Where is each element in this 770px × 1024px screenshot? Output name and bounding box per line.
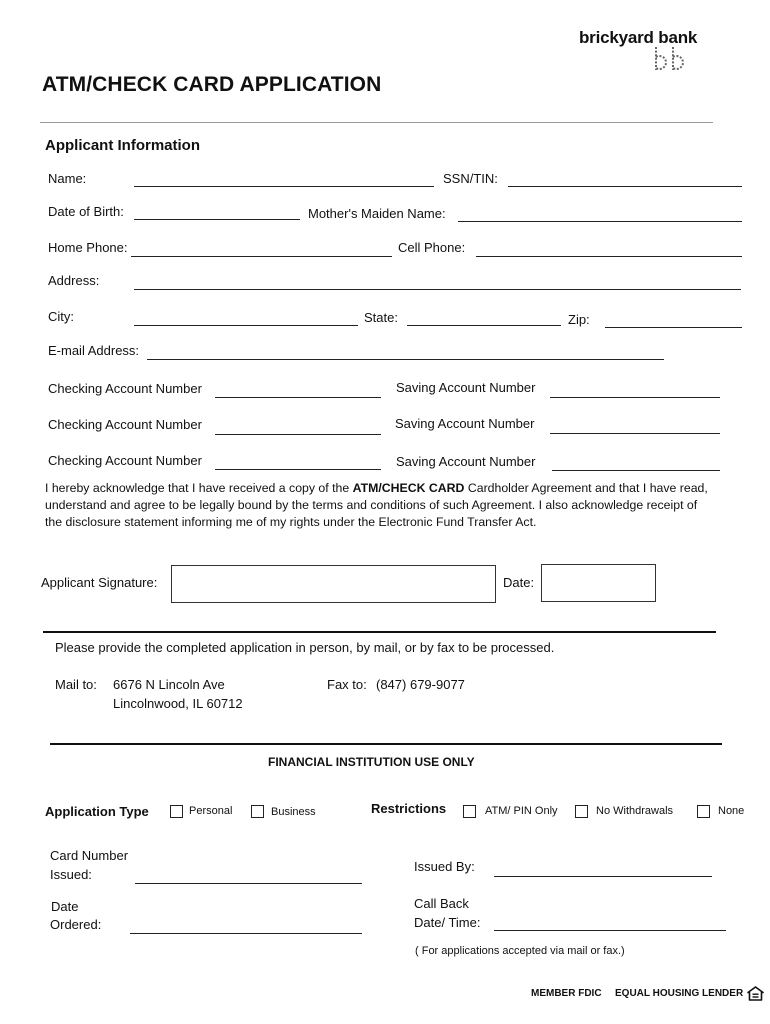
restrictions-label: Restrictions — [371, 801, 447, 816]
cell-phone-label: Cell Phone: — [398, 240, 466, 255]
state-label: State: — [364, 310, 398, 325]
home-phone-label: Home Phone: — [48, 240, 128, 255]
city-field[interactable] — [134, 325, 358, 326]
personal-label: Personal — [189, 805, 233, 817]
issued-by-field[interactable] — [494, 876, 712, 877]
ack-text-bold: ATM/CHECK CARD — [352, 481, 465, 495]
title-divider — [40, 122, 713, 123]
call-back-label-line-1: Call Back — [414, 896, 469, 911]
brand-logo — [579, 28, 704, 74]
ssn-label: SSN/TIN: — [443, 171, 498, 186]
cell-phone-field[interactable] — [476, 256, 742, 257]
page-title: ATM/CHECK CARD APPLICATION — [42, 73, 382, 96]
signature-date-label: Date: — [503, 575, 535, 590]
address-label: Address: — [48, 273, 100, 288]
business-label: Business — [271, 806, 316, 818]
brand-name: brickyard bank — [579, 28, 698, 47]
checking-account-field-1[interactable] — [215, 397, 381, 398]
saving-account-label-2: Saving Account Number — [395, 416, 535, 431]
dob-field[interactable] — [134, 219, 300, 220]
checking-account-field-3[interactable] — [215, 469, 381, 470]
none-checkbox[interactable] — [697, 805, 710, 818]
ack-text-b: Cardholder Agreement and that I have read, — [464, 481, 708, 495]
saving-account-field-3[interactable] — [552, 470, 720, 471]
business-checkbox[interactable] — [251, 805, 264, 818]
call-back-field[interactable] — [494, 930, 726, 931]
ack-text-a: I hereby acknowledge that I have received a copy of the — [45, 481, 353, 495]
mail-address-line-2: Lincolnwood, IL 60712 — [113, 696, 243, 711]
email-label: E-mail Address: — [48, 343, 140, 358]
name-label: Name: — [48, 171, 87, 186]
name-field[interactable] — [134, 186, 434, 187]
no-withdrawals-label: No Withdrawals — [596, 805, 674, 817]
submission-instruction: Please provide the completed application in person, by mail, or by fax to be processed. — [55, 640, 555, 655]
bb-monogram-icon — [653, 46, 693, 72]
acknowledgement-line-1 — [45, 480, 708, 497]
mothers-maiden-name-label: Mother's Maiden Name: — [308, 206, 446, 221]
call-back-note: ( For applications accepted via mail or fax.) — [415, 945, 625, 957]
acknowledgement-line-3: the disclosure statement informing me of my rights under the Electronic Fund Transfer Act. — [45, 515, 537, 529]
equal-housing-lender: EQUAL HOUSING LENDER — [615, 988, 744, 999]
address-field[interactable] — [134, 289, 741, 290]
fax-label: Fax to: — [327, 677, 367, 692]
date-ordered-field[interactable] — [130, 933, 362, 934]
city-label: City: — [48, 309, 74, 324]
fax-number: (847) 679-9077 — [376, 677, 465, 692]
personal-checkbox[interactable] — [170, 805, 183, 818]
zip-label: Zip: — [568, 312, 590, 327]
no-withdrawals-checkbox[interactable] — [575, 805, 588, 818]
checking-account-label-1: Checking Account Number — [48, 381, 202, 396]
signature-box[interactable] — [171, 565, 496, 603]
email-field[interactable] — [147, 359, 664, 360]
equal-housing-icon — [747, 986, 764, 1001]
saving-account-label-1: Saving Account Number — [396, 380, 536, 395]
mail-address-line-1: 6676 N Lincoln Ave — [113, 677, 225, 692]
dob-label: Date of Birth: — [48, 204, 124, 219]
state-field[interactable] — [407, 325, 561, 326]
saving-account-label-3: Saving Account Number — [396, 454, 536, 469]
none-label: None — [718, 805, 745, 817]
member-fdic: MEMBER FDIC — [531, 988, 602, 999]
date-ordered-label-line-1: Date — [51, 899, 79, 914]
section-divider-1 — [43, 631, 716, 633]
home-phone-field[interactable] — [131, 256, 392, 257]
call-back-label-line-2: Date/ Time: — [414, 915, 481, 930]
zip-field[interactable] — [605, 327, 742, 328]
card-number-label-line-2: Issued: — [50, 867, 92, 882]
signature-label: Applicant Signature: — [41, 575, 158, 590]
acknowledgement-line-2: understand and agree to be legally bound by the terms and conditions of such Agreement. I also acknowledge receipt of — [45, 498, 698, 512]
checking-account-label-2: Checking Account Number — [48, 417, 202, 432]
mothers-maiden-name-field[interactable] — [458, 221, 742, 222]
checking-account-field-2[interactable] — [215, 434, 381, 435]
date-ordered-label-line-2: Ordered: — [50, 917, 102, 932]
atm-pin-only-checkbox[interactable] — [463, 805, 476, 818]
card-number-label-line-1: Card Number — [50, 848, 129, 863]
signature-date-box[interactable] — [541, 564, 656, 602]
checking-account-label-3: Checking Account Number — [48, 453, 202, 468]
section-divider-2 — [50, 743, 722, 745]
mail-label: Mail to: — [55, 677, 97, 692]
atm-pin-only-label: ATM/ PIN Only — [485, 805, 558, 817]
ssn-field[interactable] — [508, 186, 742, 187]
card-number-field[interactable] — [135, 883, 362, 884]
issued-by-label: Issued By: — [414, 859, 475, 874]
institution-use-heading: FINANCIAL INSTITUTION USE ONLY — [268, 755, 475, 769]
applicant-section-heading: Applicant Information — [45, 137, 200, 154]
saving-account-field-2[interactable] — [550, 433, 720, 434]
saving-account-field-1[interactable] — [550, 397, 720, 398]
application-type-label: Application Type — [45, 804, 149, 819]
